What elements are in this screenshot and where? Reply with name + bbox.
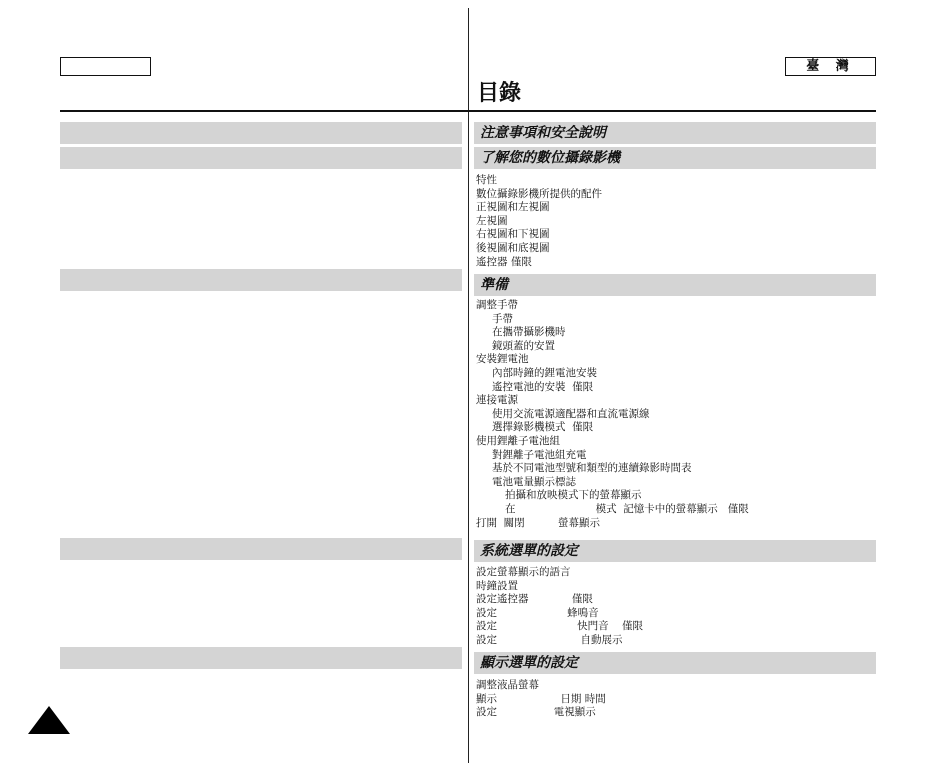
toc-entry[interactable]: 遙控電池的安裝 僅限 bbox=[492, 380, 594, 393]
section-heading-safety[interactable]: 注意事項和安全說明 bbox=[474, 122, 876, 144]
section-heading-preparation[interactable]: 準備 bbox=[474, 274, 876, 296]
page-title: 目錄 bbox=[477, 81, 522, 106]
section-bar-left-getting-to-know bbox=[60, 147, 462, 169]
toc-entry[interactable]: 安裝鋰電池 bbox=[476, 353, 529, 366]
toc-entry[interactable]: 設定 快門音 僅限 bbox=[476, 620, 643, 633]
toc-entry[interactable]: 連接電源 bbox=[476, 394, 518, 407]
section-bar-left-preparation bbox=[60, 269, 462, 291]
toc-entry[interactable]: 對鋰離子電池組充電 bbox=[492, 448, 587, 461]
toc-entry[interactable]: 基於不同電池型號和類型的連續錄影時間表 bbox=[492, 462, 692, 475]
toc-entry[interactable]: 電池電量顯示標誌 bbox=[492, 475, 576, 488]
toc-entry[interactable]: 調整液晶螢幕 bbox=[476, 679, 539, 691]
toc-entry[interactable]: 在 模式 記憶卡中的螢幕顯示 僅限 bbox=[505, 502, 749, 515]
section-heading-getting-to-know[interactable]: 了解您的數位攝錄影機 bbox=[474, 147, 876, 169]
language-box-left bbox=[60, 57, 151, 76]
toc-entry[interactable]: 時鐘設置 bbox=[476, 579, 518, 592]
toc-entry[interactable]: 後視圖和底視圖 bbox=[476, 241, 550, 254]
language-box-right: 臺 灣 bbox=[785, 57, 876, 76]
toc-entry[interactable]: 使用交流電源適配器和直流電源線 bbox=[492, 407, 650, 420]
section-heading-display-menu[interactable]: 顯示選單的設定 bbox=[474, 652, 876, 674]
section-bar-left-safety bbox=[60, 122, 462, 144]
toc-list-display-menu bbox=[476, 679, 606, 720]
toc-entry[interactable]: 設定遙控器 僅限 bbox=[476, 593, 593, 606]
toc-entry[interactable]: 在攜帶攝影機時 bbox=[492, 326, 566, 339]
toc-entry[interactable]: 數位攝錄影機所提供的配件 bbox=[476, 187, 602, 200]
toc-entry[interactable]: 遙控器 僅限 bbox=[476, 255, 532, 268]
toc-entry[interactable]: 顯示 日期 時間 bbox=[476, 692, 606, 705]
toc-entry[interactable]: 選擇錄影機模式 僅限 bbox=[492, 421, 594, 434]
toc-entry[interactable]: 右視圖和下視圖 bbox=[476, 228, 550, 241]
toc-entry[interactable]: 正視圖和左視圖 bbox=[476, 201, 550, 214]
toc-entry[interactable]: 使用鋰離子電池組 bbox=[476, 434, 560, 447]
toc-entry[interactable]: 左視圖 bbox=[476, 214, 508, 227]
toc-entry[interactable]: 內部時鐘的鋰電池安裝 bbox=[492, 366, 597, 379]
toc-entry[interactable]: 鏡頭蓋的安置 bbox=[492, 339, 555, 352]
toc-entry[interactable]: 設定 電視顯示 bbox=[476, 706, 596, 719]
toc-entry[interactable]: 設定 自動展示 bbox=[476, 633, 623, 646]
column-divider bbox=[468, 8, 469, 763]
toc-list-system-menu bbox=[476, 566, 643, 648]
toc-entry[interactable]: 特性 bbox=[476, 174, 497, 186]
toc-entry[interactable]: 打開 關閉 螢幕顯示 bbox=[476, 516, 601, 529]
section-bar-left-display-menu bbox=[60, 647, 462, 669]
toc-list-preparation bbox=[476, 299, 749, 530]
toc-entry[interactable]: 拍攝和放映模式下的螢幕顯示 bbox=[505, 489, 642, 502]
title-rule bbox=[60, 110, 876, 112]
section-bar-left-system-menu bbox=[60, 538, 462, 560]
toc-list-getting-to-know bbox=[476, 174, 602, 269]
section-heading-system-menu[interactable]: 系統選單的設定 bbox=[474, 540, 876, 562]
toc-entry[interactable]: 設定 蜂鳴音 bbox=[476, 606, 599, 619]
toc-entry[interactable]: 調整手帶 bbox=[476, 299, 518, 311]
page-triangle-icon bbox=[28, 706, 70, 734]
toc-entry[interactable]: 設定螢幕顯示的語言 bbox=[476, 566, 571, 578]
toc-entry[interactable]: 手帶 bbox=[492, 312, 513, 325]
